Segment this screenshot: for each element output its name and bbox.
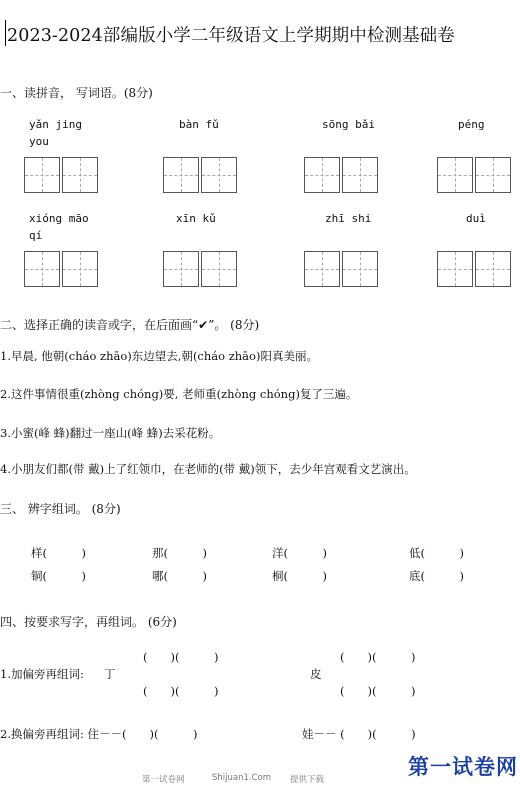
- writing-grid-3[interactable]: [304, 157, 380, 193]
- word-pair-cell: 桐( ): [272, 569, 327, 583]
- text-cursor: [5, 20, 6, 46]
- brand-logo: 第一试卷网: [408, 755, 518, 779]
- footer-mid: Shijuan1.Com: [212, 773, 272, 783]
- footer-right: 提供下载: [290, 775, 325, 785]
- word-pair-cell: 洋( ): [272, 546, 327, 560]
- question-item: 1.早晨, 他朝(cháo zhāo)东边望去,朝(cháo zhāo)阳真美丽。: [0, 349, 318, 363]
- question-item: 2.这件事情很重(zhòng chóng)要, 老师重(zhòng chóng)复了三遍。: [0, 387, 358, 401]
- answer-parens: ( )( ): [340, 684, 416, 698]
- word-pair-cell: 样( ): [31, 546, 86, 560]
- q2-label: 2.换偏旁再组词: 住－－( )( ): [0, 727, 198, 741]
- q1-label: 1.加偏旁再组词:: [0, 667, 84, 681]
- question-item: 4.小朋友们都(带 戴)上了红领巾，在老师的(带 戴)领下，去少年宫观看文艺演出。: [0, 462, 416, 476]
- pinyin-1: yǎn jing: [29, 118, 82, 131]
- answer-parens: ( )( ): [340, 650, 416, 664]
- pinyin-8: duì: [466, 212, 486, 225]
- answer-parens: ( )( ): [143, 684, 219, 698]
- pinyin-6: xīn kǔ: [176, 212, 216, 225]
- pinyin-3: sōng bǎi: [322, 118, 375, 131]
- section-2-heading: 二、选择正确的读音或字，在后面画“✔”。 (8分): [0, 318, 260, 332]
- writing-grid-6[interactable]: [163, 251, 239, 287]
- writing-grid-1[interactable]: [24, 157, 100, 193]
- question-item: 3.小蜜(峰 蜂)翻过一座山(峰 蜂)去采花粉。: [0, 426, 221, 440]
- word-pair-cell: 低( ): [409, 546, 464, 560]
- writing-grid-2[interactable]: [163, 157, 239, 193]
- section-3-heading: 三、 辨字组词。 (8分): [0, 502, 121, 516]
- word-pair-cell: 底( ): [409, 569, 464, 583]
- section-1-heading: 一、读拼音， 写词语。(8分): [0, 86, 153, 100]
- footer-left: 第一试卷网: [142, 775, 185, 785]
- q1-char-pi: 皮: [310, 667, 322, 681]
- word-pair-cell: 铜( ): [31, 569, 86, 583]
- pinyin-1-extra: you: [29, 135, 49, 148]
- q2-right: 娃－－ ( )( ): [302, 727, 416, 741]
- word-pair-cell: 那( ): [152, 546, 207, 560]
- writing-grid-4[interactable]: [437, 157, 513, 193]
- pinyin-5-extra: qí: [29, 229, 43, 242]
- answer-parens: ( )( ): [143, 650, 219, 664]
- pinyin-2: bàn fǔ: [179, 118, 219, 131]
- section-4-heading: 四、按要求写字，再组词。 (6分): [0, 615, 177, 629]
- writing-grid-5[interactable]: [24, 251, 100, 287]
- writing-grid-7[interactable]: [304, 251, 380, 287]
- word-pair-cell: 哪( ): [152, 569, 207, 583]
- q1-char-ding: 丁: [104, 667, 116, 681]
- pinyin-7: zhī shi: [325, 212, 372, 225]
- page-title: 2023-2024部编版小学二年级语文上学期期中检测基础卷: [7, 26, 455, 46]
- pinyin-5: xióng māo: [29, 212, 89, 225]
- writing-grid-8[interactable]: [437, 251, 513, 287]
- pinyin-4: péng: [458, 118, 485, 131]
